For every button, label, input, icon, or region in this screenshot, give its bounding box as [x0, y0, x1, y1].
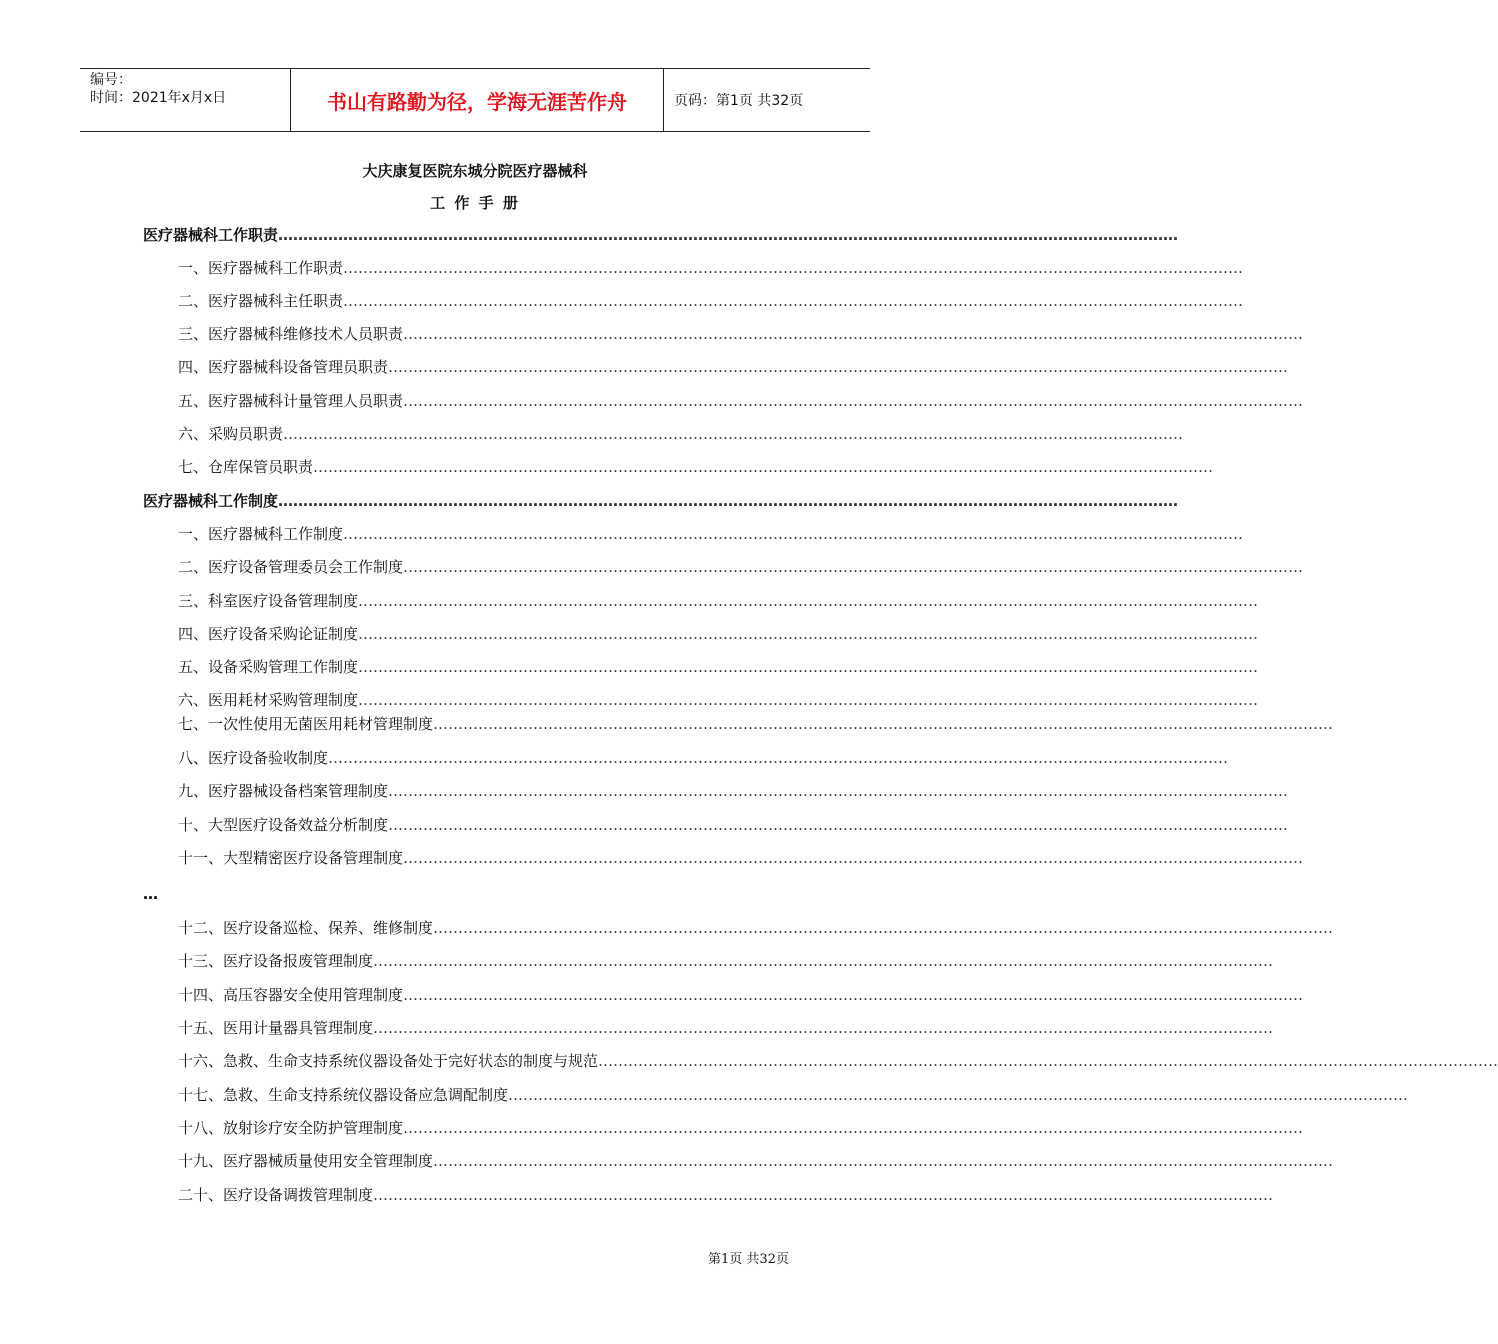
- toc-entry-text: 十六、急救、生命支持系统仪器设备处于完好状态的制度与规范: [178, 1052, 599, 1070]
- toc-entry: [178, 1150, 1334, 1172]
- toc-leader-dots: ………………………………………………………………………………………………………………………………………………………………: [373, 952, 1274, 970]
- toc-entry-text: 八、医疗设备验收制度: [178, 749, 329, 767]
- toc-entry-text: 医疗器械科工作制度: [143, 492, 279, 510]
- toc-entry-text: 七、一次性使用无菌医用耗材管理制度: [178, 715, 434, 733]
- toc-section: [143, 224, 1179, 246]
- toc-entry: [178, 423, 1184, 445]
- header-table: [80, 68, 870, 132]
- toc-entry: [178, 847, 1304, 869]
- toc-entry: [178, 356, 1289, 378]
- toc-entry: [178, 623, 1259, 645]
- toc-leader-dots: ………………………………………………………………………………………………………………………………………………………………: [283, 425, 1184, 443]
- toc-leader-dots: ………………………………………………………………………………………………………………………………………………………………: [313, 458, 1214, 476]
- toc-entry: [178, 984, 1304, 1006]
- toc-leader-dots: ………………………………………………………………………………………………………………………………………………………………: [343, 525, 1244, 543]
- toc-entry: [178, 290, 1244, 312]
- toc-leader-dots: ………………………………………………………………………………………………………………………………………………………………: [358, 691, 1259, 709]
- toc-leader-dots: ………………………………………………………………………………………………………………………………………………………………: [278, 492, 1179, 510]
- toc-entry-text: 十八、放射诊疗安全防护管理制度: [178, 1119, 404, 1137]
- toc-entry-text: 十、大型医疗设备效益分析制度: [178, 816, 389, 834]
- toc-entry: [178, 917, 1334, 939]
- toc-leader-dots: ………………………………………………………………………………………………………………………………………………………………: [388, 358, 1289, 376]
- toc-leader-dots: ………………………………………………………………………………………………………………………………………………………………: [358, 625, 1259, 643]
- toc-leader-dots: ………………………………………………………………………………………………………………………………………………………………: [343, 259, 1244, 277]
- doc-title: 大庆康复医院东城分院医疗器械科: [362, 162, 588, 180]
- toc-leader-dots: ………………………………………………………………………………………………………………………………………………………………: [403, 1119, 1304, 1137]
- toc-entry: [178, 1050, 1498, 1072]
- toc-entry-text: 十四、高压容器安全使用管理制度: [178, 986, 404, 1004]
- toc-leader-dots: ………………………………………………………………………………………………………………………………………………………………: [433, 715, 1334, 733]
- page-label: 页码：第1页 共32页: [674, 93, 804, 109]
- toc-entry-text: 七、仓库保管员职责: [178, 458, 314, 476]
- toc-leader-dots: ………………………………………………………………………………………………………………………………………………………………: [508, 1086, 1409, 1104]
- toc-entry: [178, 1017, 1274, 1039]
- toc-entry-text: 十二、医疗设备巡检、保养、维修制度: [178, 919, 434, 937]
- toc-entry-text: 六、采购员职责: [178, 425, 284, 443]
- toc-entry: [178, 656, 1259, 678]
- toc-entry: [178, 747, 1229, 769]
- toc-entry-text: 二十、医疗设备调拨管理制度: [178, 1186, 374, 1204]
- toc-leader-dots: ………………………………………………………………………………………………………………………………………………………………: [403, 849, 1304, 867]
- toc-entry-text: 二、医疗设备管理委员会工作制度: [178, 558, 404, 576]
- motto: 书山有路勤为径，学海无涯苦作舟: [291, 69, 664, 131]
- toc-entry: [178, 1184, 1274, 1206]
- toc-leader-dots: ………………………………………………………………………………………………………………………………………………………………: [343, 292, 1244, 310]
- header-info: [80, 69, 291, 131]
- toc-entry: [178, 257, 1244, 279]
- toc-entry-text: 四、医疗设备采购论证制度: [178, 625, 359, 643]
- toc-leader-dots: ………………………………………………………………………………………………………………………………………………………………: [373, 1186, 1274, 1204]
- toc-entry: [178, 1117, 1304, 1139]
- toc-entry: [178, 323, 1304, 345]
- time-label: 时间：2021年x月x日: [90, 90, 227, 106]
- toc-entry-text: 二、医疗器械科主任职责: [178, 292, 344, 310]
- toc-entry-text: 十一、大型精密医疗设备管理制度: [178, 849, 404, 867]
- toc-entry-text: 五、医疗器械科计量管理人员职责: [178, 392, 404, 410]
- toc-entry: [178, 780, 1289, 802]
- toc-leader-dots: ………………………………………………………………………………………………………………………………………………………………: [328, 749, 1229, 767]
- toc-entry: [178, 689, 1259, 711]
- toc-entry: [178, 556, 1304, 578]
- toc-entry-text: 九、医疗器械设备档案管理制度: [178, 782, 389, 800]
- code-label: 编号：: [90, 72, 132, 88]
- toc-entry-text: 医疗器械科工作职责: [143, 226, 279, 244]
- toc-leader-dots: ………………………………………………………………………………………………………………………………………………………………: [403, 986, 1304, 1004]
- toc-section: [143, 490, 1179, 512]
- toc-entry: [178, 1084, 1409, 1106]
- toc-entry-text: 十三、医疗设备报废管理制度: [178, 952, 374, 970]
- continuation-mark: …: [143, 885, 158, 903]
- toc-leader-dots: ………………………………………………………………………………………………………………………………………………………………: [373, 1019, 1274, 1037]
- toc-entry-text: 三、医疗器械科维修技术人员职责: [178, 325, 404, 343]
- toc-entry: [178, 456, 1214, 478]
- toc-entry: [178, 713, 1334, 735]
- toc-entry-text: 五、设备采购管理工作制度: [178, 658, 359, 676]
- toc-leader-dots: ………………………………………………………………………………………………………………………………………………………………: [388, 782, 1289, 800]
- toc-entry-text: 一、医疗器械科工作制度: [178, 525, 344, 543]
- toc-entry-text: 六、医用耗材采购管理制度: [178, 691, 359, 709]
- toc-leader-dots: ………………………………………………………………………………………………………………………………………………………………: [403, 558, 1304, 576]
- toc-entry: [178, 950, 1274, 972]
- toc-leader-dots: ………………………………………………………………………………………………………………………………………………………………: [403, 392, 1304, 410]
- toc-leader-dots: ………………………………………………………………………………………………………………………………………………………………: [598, 1052, 1498, 1070]
- toc-leader-dots: ………………………………………………………………………………………………………………………………………………………………: [388, 816, 1289, 834]
- toc-entry-text: 一、医疗器械科工作职责: [178, 259, 344, 277]
- toc-entry: [178, 523, 1244, 545]
- toc-entry: [178, 390, 1304, 412]
- toc-entry-text: 十七、急救、生命支持系统仪器设备应急调配制度: [178, 1086, 509, 1104]
- toc-entry-text: 三、科室医疗设备管理制度: [178, 592, 359, 610]
- toc-leader-dots: ………………………………………………………………………………………………………………………………………………………………: [358, 658, 1259, 676]
- toc-leader-dots: ………………………………………………………………………………………………………………………………………………………………: [358, 592, 1259, 610]
- toc-entry: [178, 590, 1259, 612]
- toc-entry-text: 四、医疗器械科设备管理员职责: [178, 358, 389, 376]
- toc-entry-text: 十五、医用计量器具管理制度: [178, 1019, 374, 1037]
- toc-leader-dots: ………………………………………………………………………………………………………………………………………………………………: [433, 919, 1334, 937]
- toc-entry-text: 十九、医疗器械质量使用安全管理制度: [178, 1152, 434, 1170]
- doc-subtitle: 工 作 手 册: [430, 194, 520, 212]
- page-footer: 第1页 共32页: [708, 1252, 789, 1267]
- toc-leader-dots: ………………………………………………………………………………………………………………………………………………………………: [433, 1152, 1334, 1170]
- toc-entry: [178, 814, 1289, 836]
- toc-leader-dots: ………………………………………………………………………………………………………………………………………………………………: [403, 325, 1304, 343]
- toc-leader-dots: ………………………………………………………………………………………………………………………………………………………………: [278, 226, 1179, 244]
